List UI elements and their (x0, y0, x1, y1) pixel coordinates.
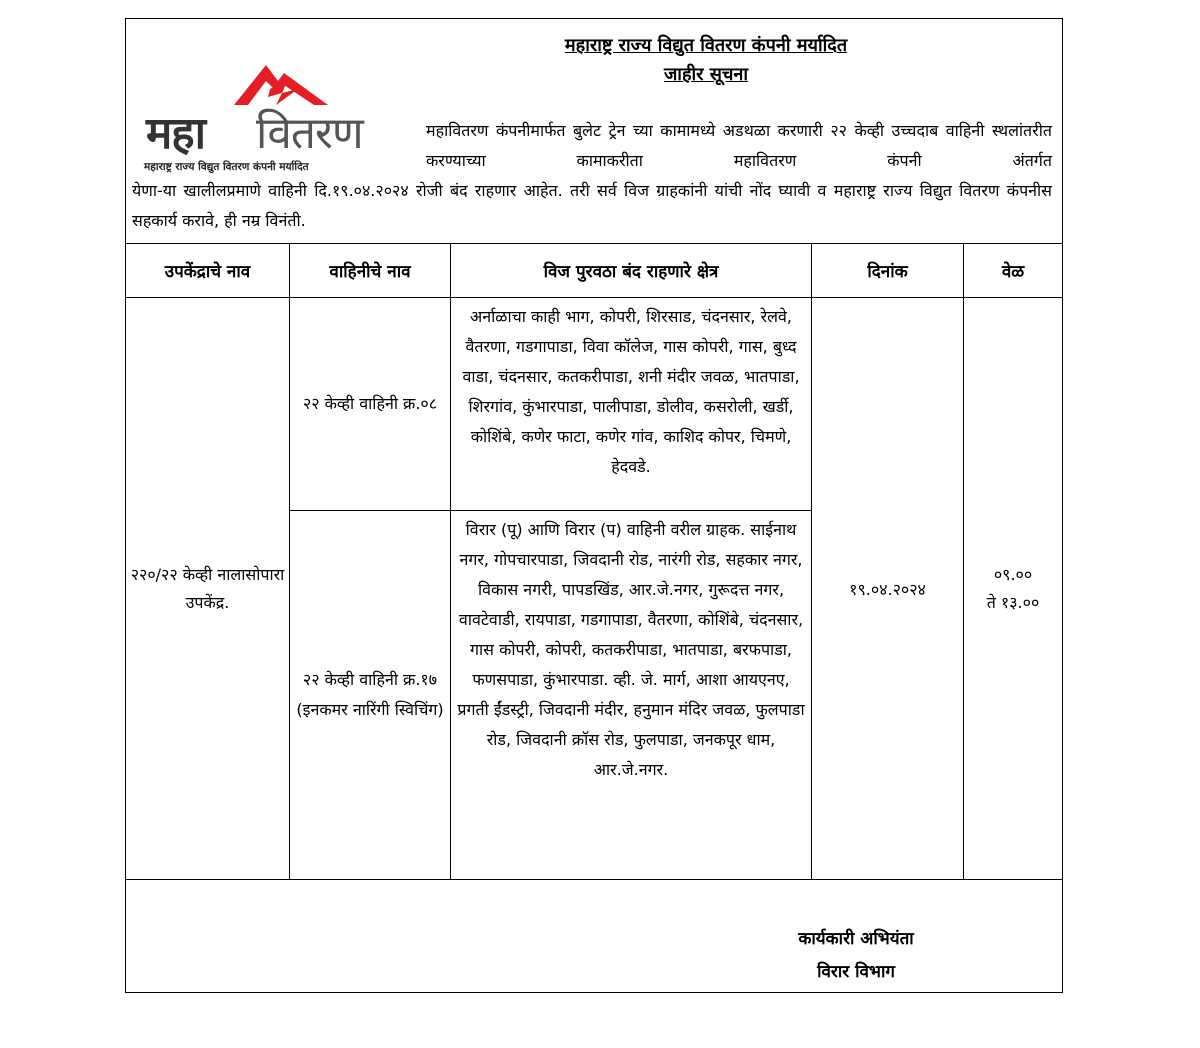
header-substation: उपकेंद्राचे नाव (126, 243, 290, 298)
mahavitaran-logo (136, 59, 396, 179)
notice-paragraph-first: महावितरण कंपनीमार्फत बुलेट ट्रेन च्या कामामध्ये अडथळा करणारी २२ केव्ही उच्चदाब वाहिनी स्थलांतरीत करण्याच्या कामाकरीता महावितरण कंपनी अंतर्गत (426, 121, 1052, 170)
time-cell (964, 298, 1063, 880)
time-to: ते १३.०० (986, 592, 1040, 612)
logo-subtitle: महाराष्ट्र राज्य विद्युत वितरण कंपनी मर्यादित (144, 161, 309, 173)
shutdown-table (126, 243, 1062, 880)
flame-icon (226, 59, 336, 107)
notice-title: जाहीर सूचना (663, 64, 749, 85)
logo-brand-bold: महा (146, 108, 206, 159)
notice-header (126, 19, 1062, 244)
table-row (126, 298, 1062, 511)
org-name: महाराष्ट्र राज्य विद्युत वितरण कंपनी मर्यादित (564, 35, 848, 56)
signature-block (126, 883, 1062, 992)
area-feeder-17: विरार (पू) आणि विरार (प) वाहिनी वरील ग्राहक. साईनाथ नगर, गोपचारपाडा, जिवदानी रोड, नारंगी रोड, सहकार नगर, विकास नगरी, पापडखिंड, आर.जे.नगर, गुरूदत्त नगर, वावटेवाडी, रायपाडा, गडगापाडा, वैतरणा, कोशिंबे, चंदनसार, गास कोपरी, कोपरी, कतकरीपाडा, भातपाडा, बरफपाडा, फणसपाडा, कुंभारपाडा. व्ही. जे. मार्ग, आशा आयएनए, प्रगती ईंडस्ट्री, जिवदानी मंदीर, हनुमान मंदिर जवळ, फुलपाडा रोड, जिवदानी क्रॉस रोड, फुलपाडा, जनकपूर धाम, आर.जे.नगर. (451, 511, 812, 880)
notice-paragraph-second: येणा-या खालीलप्रमाणे वाहिनी दि.१९.०४.२०२४ रोजी बंद राहणार आहेत. तरी सर्व विज ग्राहकांनी यांची नोंद घ्यावी व महाराष्ट्र राज्य विद्युत वितरण कंपनीस सहकार्य करावे, ही नम्र विनंती. (132, 181, 1052, 230)
signatory-division: विरार विभाग (817, 962, 895, 982)
header-time: वेळ (964, 243, 1063, 298)
feeder-name-17: २२ केव्ही वाहिनी क्र.१७ (इनकमर नारिंगी स्विचिंग) (290, 511, 451, 880)
notice-title-block (426, 31, 986, 89)
feeder-name-08: २२ केव्ही वाहिनी क्र.०८ (290, 298, 451, 511)
area-feeder-08: अर्नाळाचा काही भाग, कोपरी, शिरसाड, चंदनसार, रेलवे, वैतरणा, गडगापाडा, विवा कॉलेज, गास कोपरी, गास, बुध्द वाडा, चंदनसार, कतकरीपाडा, शनी मंदीर जवळ, भातपाडा, शिरगांव, कुंभारपाडा, पालीपाडा, डोलीव, कसरोली, खर्डी, कोशिंबे, कणेर फाटा, कणेर गांव, काशिद कोपर, चिमणे, हेदवडे. (451, 298, 812, 511)
signatory-designation: कार्यकारी अभियंता (798, 929, 914, 949)
time-from: ०९.०० (993, 564, 1033, 584)
table-header-row (126, 243, 1062, 298)
header-date: दिनांक (812, 243, 964, 298)
header-feeder: वाहिनीचे नाव (290, 243, 451, 298)
signature (766, 923, 946, 989)
logo-brand-rest: वितरण (256, 108, 363, 159)
substation-cell: २२०/२२ केव्ही नालासोपारा उपकेंद्र. (126, 298, 290, 880)
header-area: विज पुरवठा बंद राहणारे क्षेत्र (451, 243, 812, 298)
date-cell: १९.०४.२०२४ (812, 298, 964, 880)
notice-sheet (125, 18, 1063, 993)
